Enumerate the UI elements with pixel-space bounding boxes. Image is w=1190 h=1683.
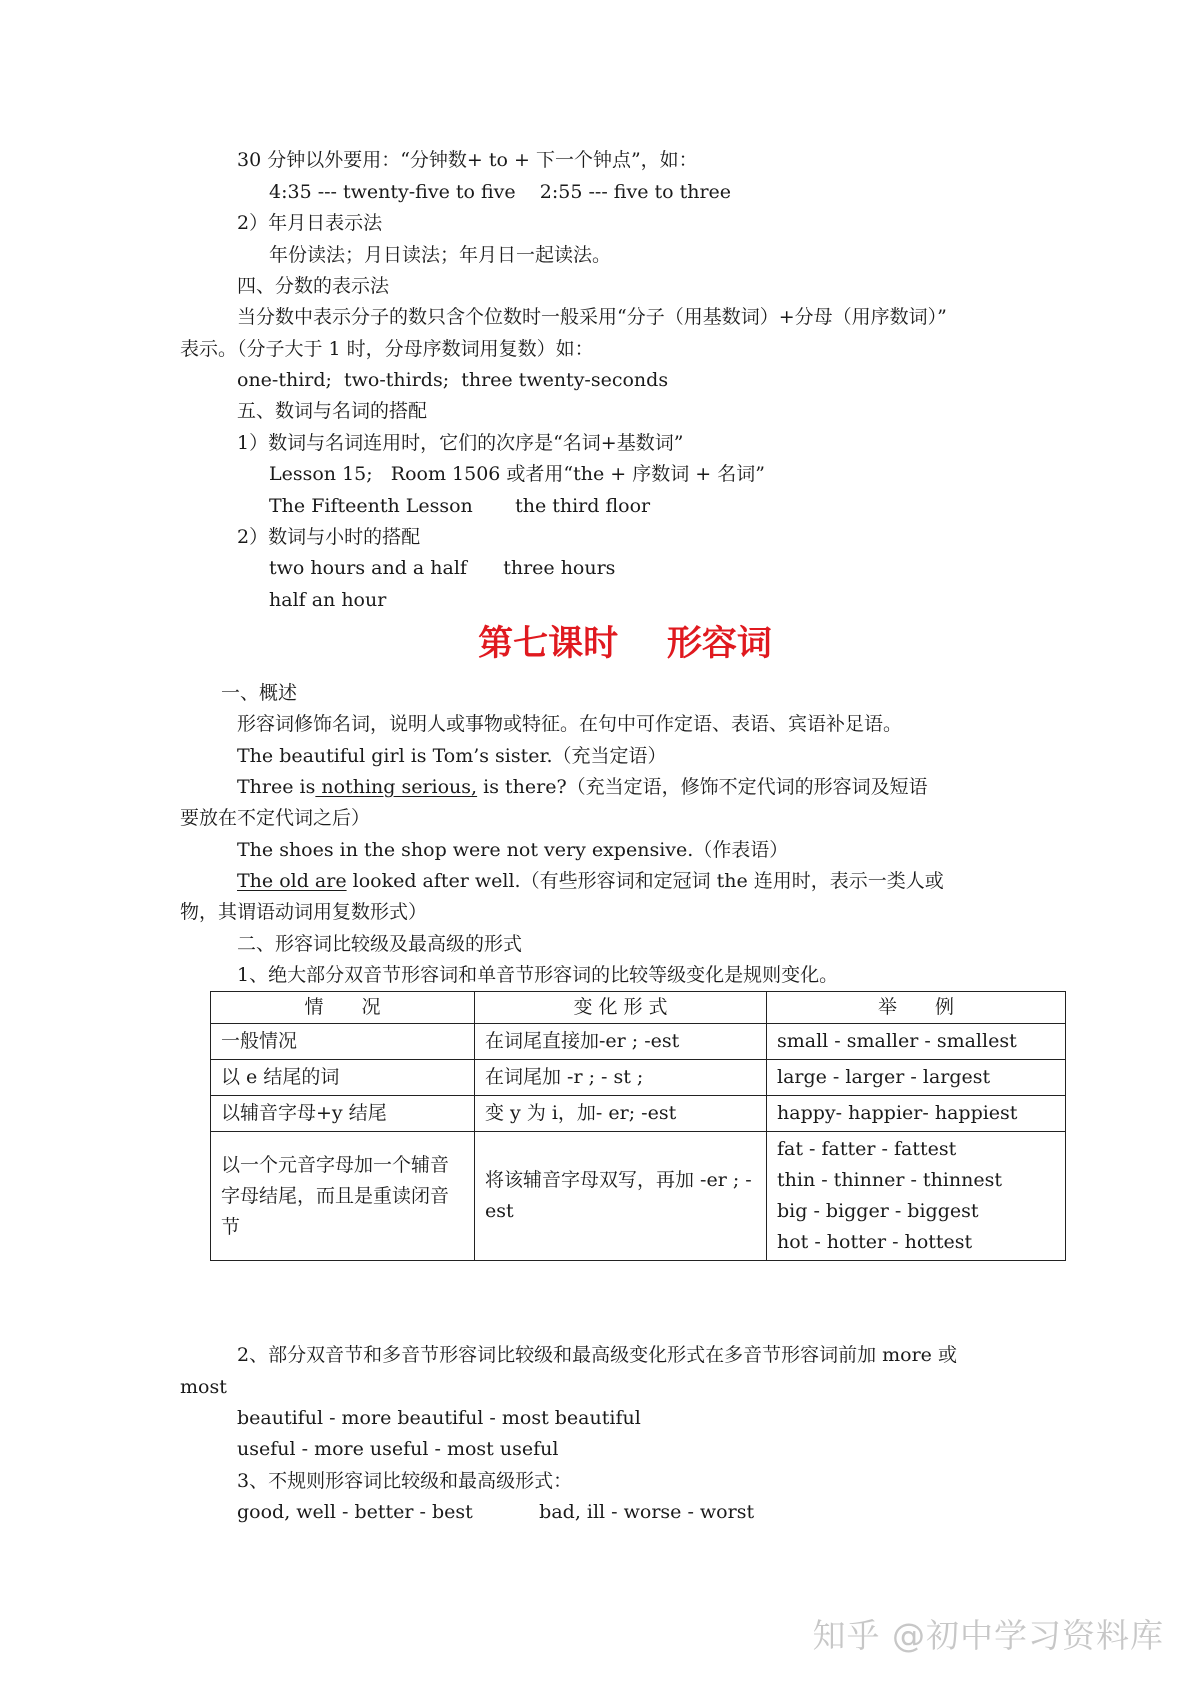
text-line: 3、不规则形容词比较级和最高级形式： — [237, 1470, 573, 1492]
example-line: useful - more useful - most useful — [237, 1438, 559, 1460]
text-line: 表示。（分子大于 1 时，分母序数词用复数）如： — [180, 338, 594, 360]
table-cell: 以 e 结尾的词 — [211, 1060, 475, 1096]
section-heading: 五、数词与名词的搭配 — [237, 400, 428, 422]
text-line: The Fifteenth Lesson the third floor — [269, 495, 651, 517]
example-line: beautiful - more beautiful - most beautiful — [237, 1407, 641, 1429]
example-line — [237, 869, 944, 893]
text-line: 1）数词与名词连用时，它们的次序是“名词+基数词” — [237, 432, 684, 454]
text-line: 1、绝大部分双音节形容词和单音节形容词的比较等级变化是规则变化。 — [237, 964, 839, 986]
example-item: fat - fatter - fattest — [777, 1138, 957, 1160]
table-cell: 变 y 为 i，加- er; -est — [475, 1096, 767, 1132]
text-line: 2）年月日表示法 — [237, 212, 383, 234]
text-line: 30 分钟以外要用：“分钟数+ to + 下一个钟点”，如： — [237, 149, 698, 171]
table-cell: 以一个元音字母加一个辅音字母结尾，而且是重读闭音节 — [211, 1132, 475, 1261]
section-heading: 一、概述 — [221, 682, 298, 704]
comparison-table — [210, 991, 1066, 1261]
underlined-phrase: nothing serious, — [315, 776, 478, 798]
example-item: big - bigger - biggest — [777, 1200, 979, 1222]
example-line: The beautiful girl is Tom’s sister.（充当定语） — [237, 745, 667, 767]
text-line: Lesson 15; Room 1506 或者用“the + 序数词 + 名词” — [269, 463, 765, 485]
text-line: 形容词修饰名词，说明人或事物或特征。在句中可作定语、表语、宾语补足语。 — [237, 713, 903, 735]
text-line: 2、部分双音节和多音节形容词比较级和最高级变化形式在多音节形容词前加 more 或 — [237, 1344, 957, 1366]
text-line: 当分数中表示分子的数只含个位数时一般采用“分子（用基数词）+分母（用序数词）” — [237, 306, 947, 328]
text-line: 2）数词与小时的搭配 — [237, 526, 421, 548]
table-cell: 在词尾加 -r ; - st ; — [475, 1060, 767, 1096]
text-line: 物，其谓语动词用复数形式） — [180, 901, 428, 923]
column-header: 情 况 — [211, 992, 475, 1024]
section-heading: 四、分数的表示法 — [237, 275, 390, 297]
table-cell — [767, 1132, 1066, 1261]
table-row — [211, 1060, 1066, 1096]
example-line — [237, 775, 928, 799]
table-cell: happy- happier- happiest — [767, 1096, 1066, 1132]
text-line: half an hour — [269, 589, 387, 611]
watermark: 知乎 @初中学习资料库 — [812, 1616, 1164, 1655]
column-header: 变 化 形 式 — [475, 992, 767, 1024]
table-cell: 在词尾直接加-er ; -est — [475, 1024, 767, 1060]
text-line: 4:35 --- twenty-five to five 2:55 --- five to three — [269, 181, 732, 203]
text-line: 年份读法；月日读法；年月日一起读法。 — [269, 244, 612, 266]
text-line: most — [180, 1376, 227, 1398]
table-header-row — [211, 992, 1066, 1024]
table-cell: small - smaller - smallest — [767, 1024, 1066, 1060]
text-line: one-third; two-thirds; three twenty-seconds — [237, 369, 669, 391]
chapter-title: 第七课时 形容词 — [478, 624, 772, 664]
example-line: good, well - better - best bad, ill - worse - worst — [237, 1501, 755, 1523]
table-cell: 以辅音字母+y 结尾 — [211, 1096, 475, 1132]
underlined-phrase: The old are — [237, 870, 347, 892]
text-line: 要放在不定代词之后） — [180, 807, 371, 829]
section-heading: 二、形容词比较级及最高级的形式 — [237, 933, 523, 955]
table-cell: large - larger - largest — [767, 1060, 1066, 1096]
text-span: looked after well.（有些形容词和定冠词 the 连用时，表示一类人或 — [346, 870, 944, 892]
table-cell: 一般情况 — [211, 1024, 475, 1060]
text-span: Three is — [237, 776, 316, 798]
table-row — [211, 1024, 1066, 1060]
example-item: hot - hotter - hottest — [777, 1231, 973, 1253]
column-header: 举 例 — [767, 992, 1066, 1024]
table-cell: 将该辅音字母双写，再加 -er ; -est — [475, 1132, 767, 1261]
table-row — [211, 1132, 1066, 1261]
text-span: is there?（充当定语，修饰不定代词的形容词及短语 — [477, 776, 928, 798]
text-line: two hours and a half three hours — [269, 557, 616, 579]
example-line: The shoes in the shop were not very expensive.（作表语） — [237, 839, 789, 861]
example-item: thin - thinner - thinnest — [777, 1169, 1002, 1191]
table-row — [211, 1096, 1066, 1132]
